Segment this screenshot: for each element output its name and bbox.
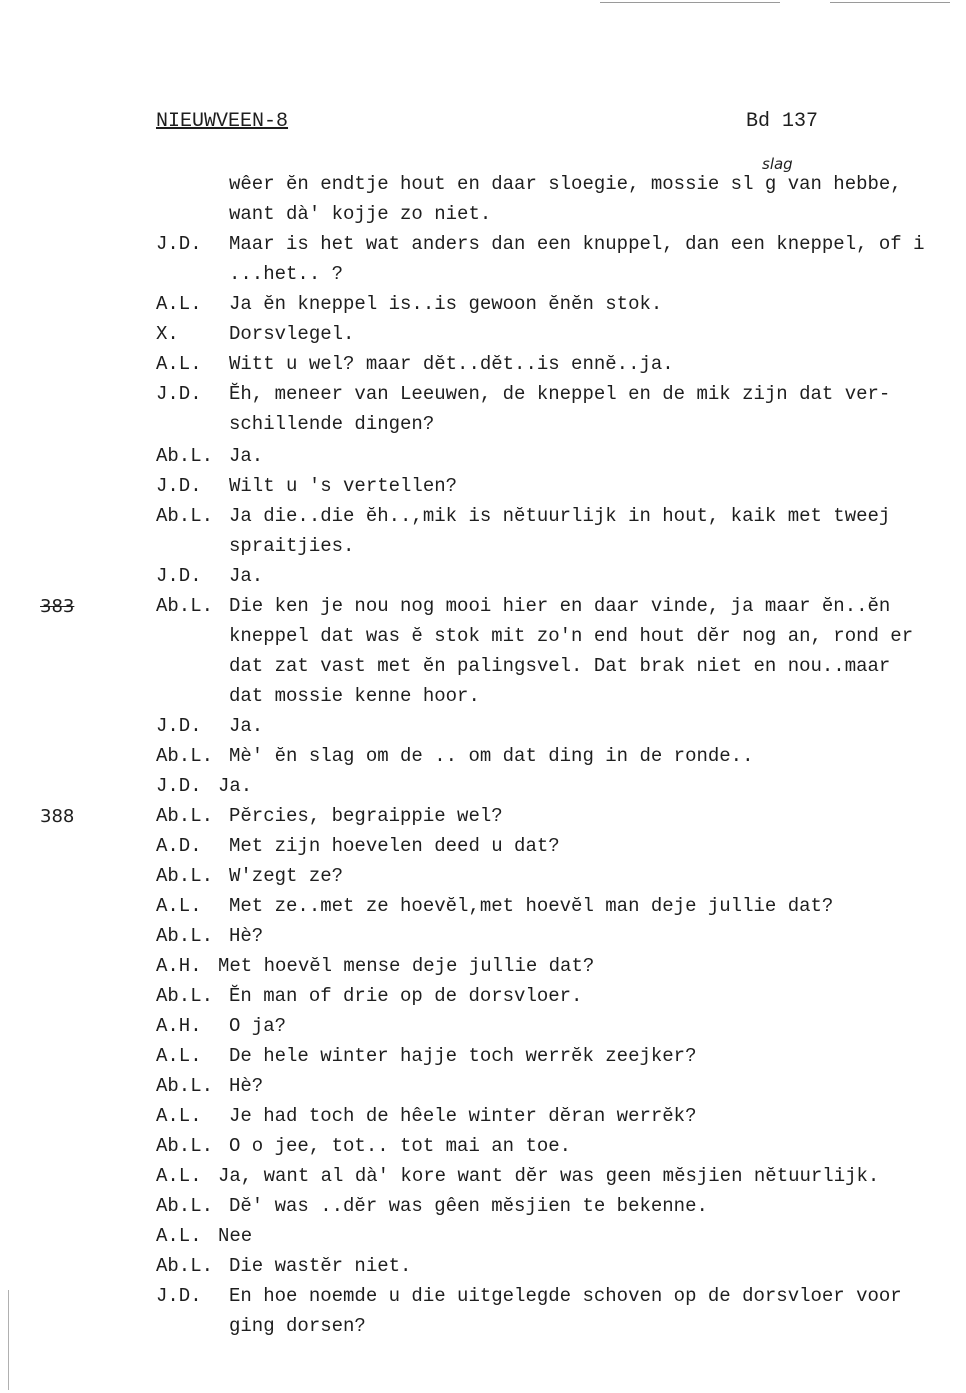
transcript-line: Met hoevĕl mense deje jullie dat? [218, 955, 595, 977]
transcript-line: O o jee, tot.. tot mai an toe. [229, 1135, 572, 1157]
speaker-label: A.L. [156, 1225, 202, 1247]
transcript-line: Ja die..die ĕh..,mik is nĕtuurlijk in hout, kaik met tweej [229, 505, 891, 527]
speaker-label: Ab.L. [156, 445, 214, 467]
transcript-line: Hè? [229, 1075, 264, 1097]
transcript-line: Die wastĕr niet. [229, 1255, 412, 1277]
transcript-line: Dĕ' was ..dĕr was gêen mĕsjien te bekenne. [229, 1195, 708, 1217]
transcript-line: Ja. [229, 715, 264, 737]
transcript-line: Die ken je nou nog mooi hier en daar vinde, ja maar ĕn..ĕn [229, 595, 891, 617]
speaker-label: J.D. [156, 233, 202, 255]
transcript-line: Ĕh, meneer van Leeuwen, de kneppel en de mik zijn dat ver- [229, 383, 891, 405]
top-rule-2 [830, 2, 950, 3]
transcript-line: Hè? [229, 925, 264, 947]
transcript-line: Ja, want al dà' kore want dĕr was geen mĕsjien nĕtuurlijk. [218, 1165, 880, 1187]
handwritten-slag: slag [762, 155, 793, 173]
speaker-label: A.L. [156, 895, 202, 917]
transcript-line: Ja. [229, 445, 264, 467]
transcript-line: ging dorsen? [229, 1315, 366, 1337]
speaker-label: J.D. [156, 475, 202, 497]
transcript-line: Wilt u 's vertellen? [229, 475, 458, 497]
speaker-label: Ab.L. [156, 745, 214, 767]
transcript-line: ...het.. ? [229, 263, 344, 285]
document-title: NIEUWVEEN-8 [156, 110, 289, 133]
transcript-line: Pĕrcies, begraippie wel? [229, 805, 503, 827]
transcript-line: Dorsvlegel. [229, 323, 355, 345]
transcript-line: Met ze..met ze hoevĕl,met hoevĕl man deje jullie dat? [229, 895, 834, 917]
speaker-label: Ab.L. [156, 805, 214, 827]
speaker-label: Ab.L. [156, 1255, 214, 1277]
transcript-line: Ja. [229, 565, 264, 587]
margin-note-388: 388 [40, 806, 75, 827]
speaker-label: Ab.L. [156, 1135, 214, 1157]
transcript-line: wêer ĕn endtje hout en daar sloegie, mossie sl g van hebbe, [229, 173, 902, 195]
transcript-line: Je had toch de hêele winter dĕran werrĕk? [229, 1105, 697, 1127]
transcript-line: De hele winter hajje toch werrĕk zeejker? [229, 1045, 697, 1067]
speaker-label: J.D. [156, 565, 202, 587]
transcript-line: O ja? [229, 1015, 287, 1037]
speaker-label: J.D. [156, 715, 202, 737]
speaker-label: Ab.L. [156, 985, 214, 1007]
speaker-label: Ab.L. [156, 1195, 214, 1217]
top-rule-1 [600, 2, 780, 3]
transcript-line: En hoe noemde u die uitgelegde schoven op de dorsvloer voor [229, 1285, 902, 1307]
transcript-line: dat mossie kenne hoor. [229, 685, 480, 707]
transcript-line: Ĕn man of drie op de dorsvloer. [229, 985, 583, 1007]
speaker-label: X. [156, 323, 179, 345]
transcript-line: Met zijn hoevelen deed u dat? [229, 835, 560, 857]
speaker-label: A.L. [156, 1165, 202, 1187]
speaker-label: Ab.L. [156, 505, 214, 527]
page-number: Bd 137 [746, 110, 819, 133]
speaker-label: A.D. [156, 835, 202, 857]
transcript-line: kneppel dat was ĕ stok mit zo'n end hout dĕr nog an, rond er [229, 625, 914, 647]
transcript-line: W'zegt ze? [229, 865, 344, 887]
left-margin-line [8, 1290, 9, 1390]
speaker-label: A.L. [156, 353, 202, 375]
transcript-line: Witt u wel? maar dĕt..dĕt..is ennĕ..ja. [229, 353, 674, 375]
transcript-line: Ja. [218, 775, 253, 797]
transcript-line: spraitjies. [229, 535, 355, 557]
speaker-label: J.D. [156, 1285, 202, 1307]
speaker-label: A.L. [156, 1045, 202, 1067]
transcript-line: Nee [218, 1225, 253, 1247]
speaker-label: A.L. [156, 1105, 202, 1127]
speaker-label: Ab.L. [156, 595, 214, 617]
speaker-label: Ab.L. [156, 925, 214, 947]
speaker-label: A.H. [156, 955, 202, 977]
speaker-label: A.H. [156, 1015, 202, 1037]
speaker-label: J.D. [156, 775, 202, 797]
transcript-line: schillende dingen? [229, 413, 435, 435]
transcript-line: dat zat vast met ĕn palingsvel. Dat brak niet en nou..maar [229, 655, 891, 677]
speaker-label: J.D. [156, 383, 202, 405]
speaker-label: A.L. [156, 293, 202, 315]
transcript-line: Mè' ĕn slag om de .. om dat ding in de ronde.. [229, 745, 754, 767]
transcript-line: Maar is het wat anders dan een knuppel, dan een kneppel, of i [229, 233, 925, 255]
transcript-line: Ja ĕn kneppel is..is gewoon ĕnĕn stok. [229, 293, 663, 315]
speaker-label: Ab.L. [156, 865, 214, 887]
transcript-line: want dà' kojje zo niet. [229, 203, 492, 225]
speaker-label: Ab.L. [156, 1075, 214, 1097]
margin-note-383: 383 [40, 596, 75, 617]
